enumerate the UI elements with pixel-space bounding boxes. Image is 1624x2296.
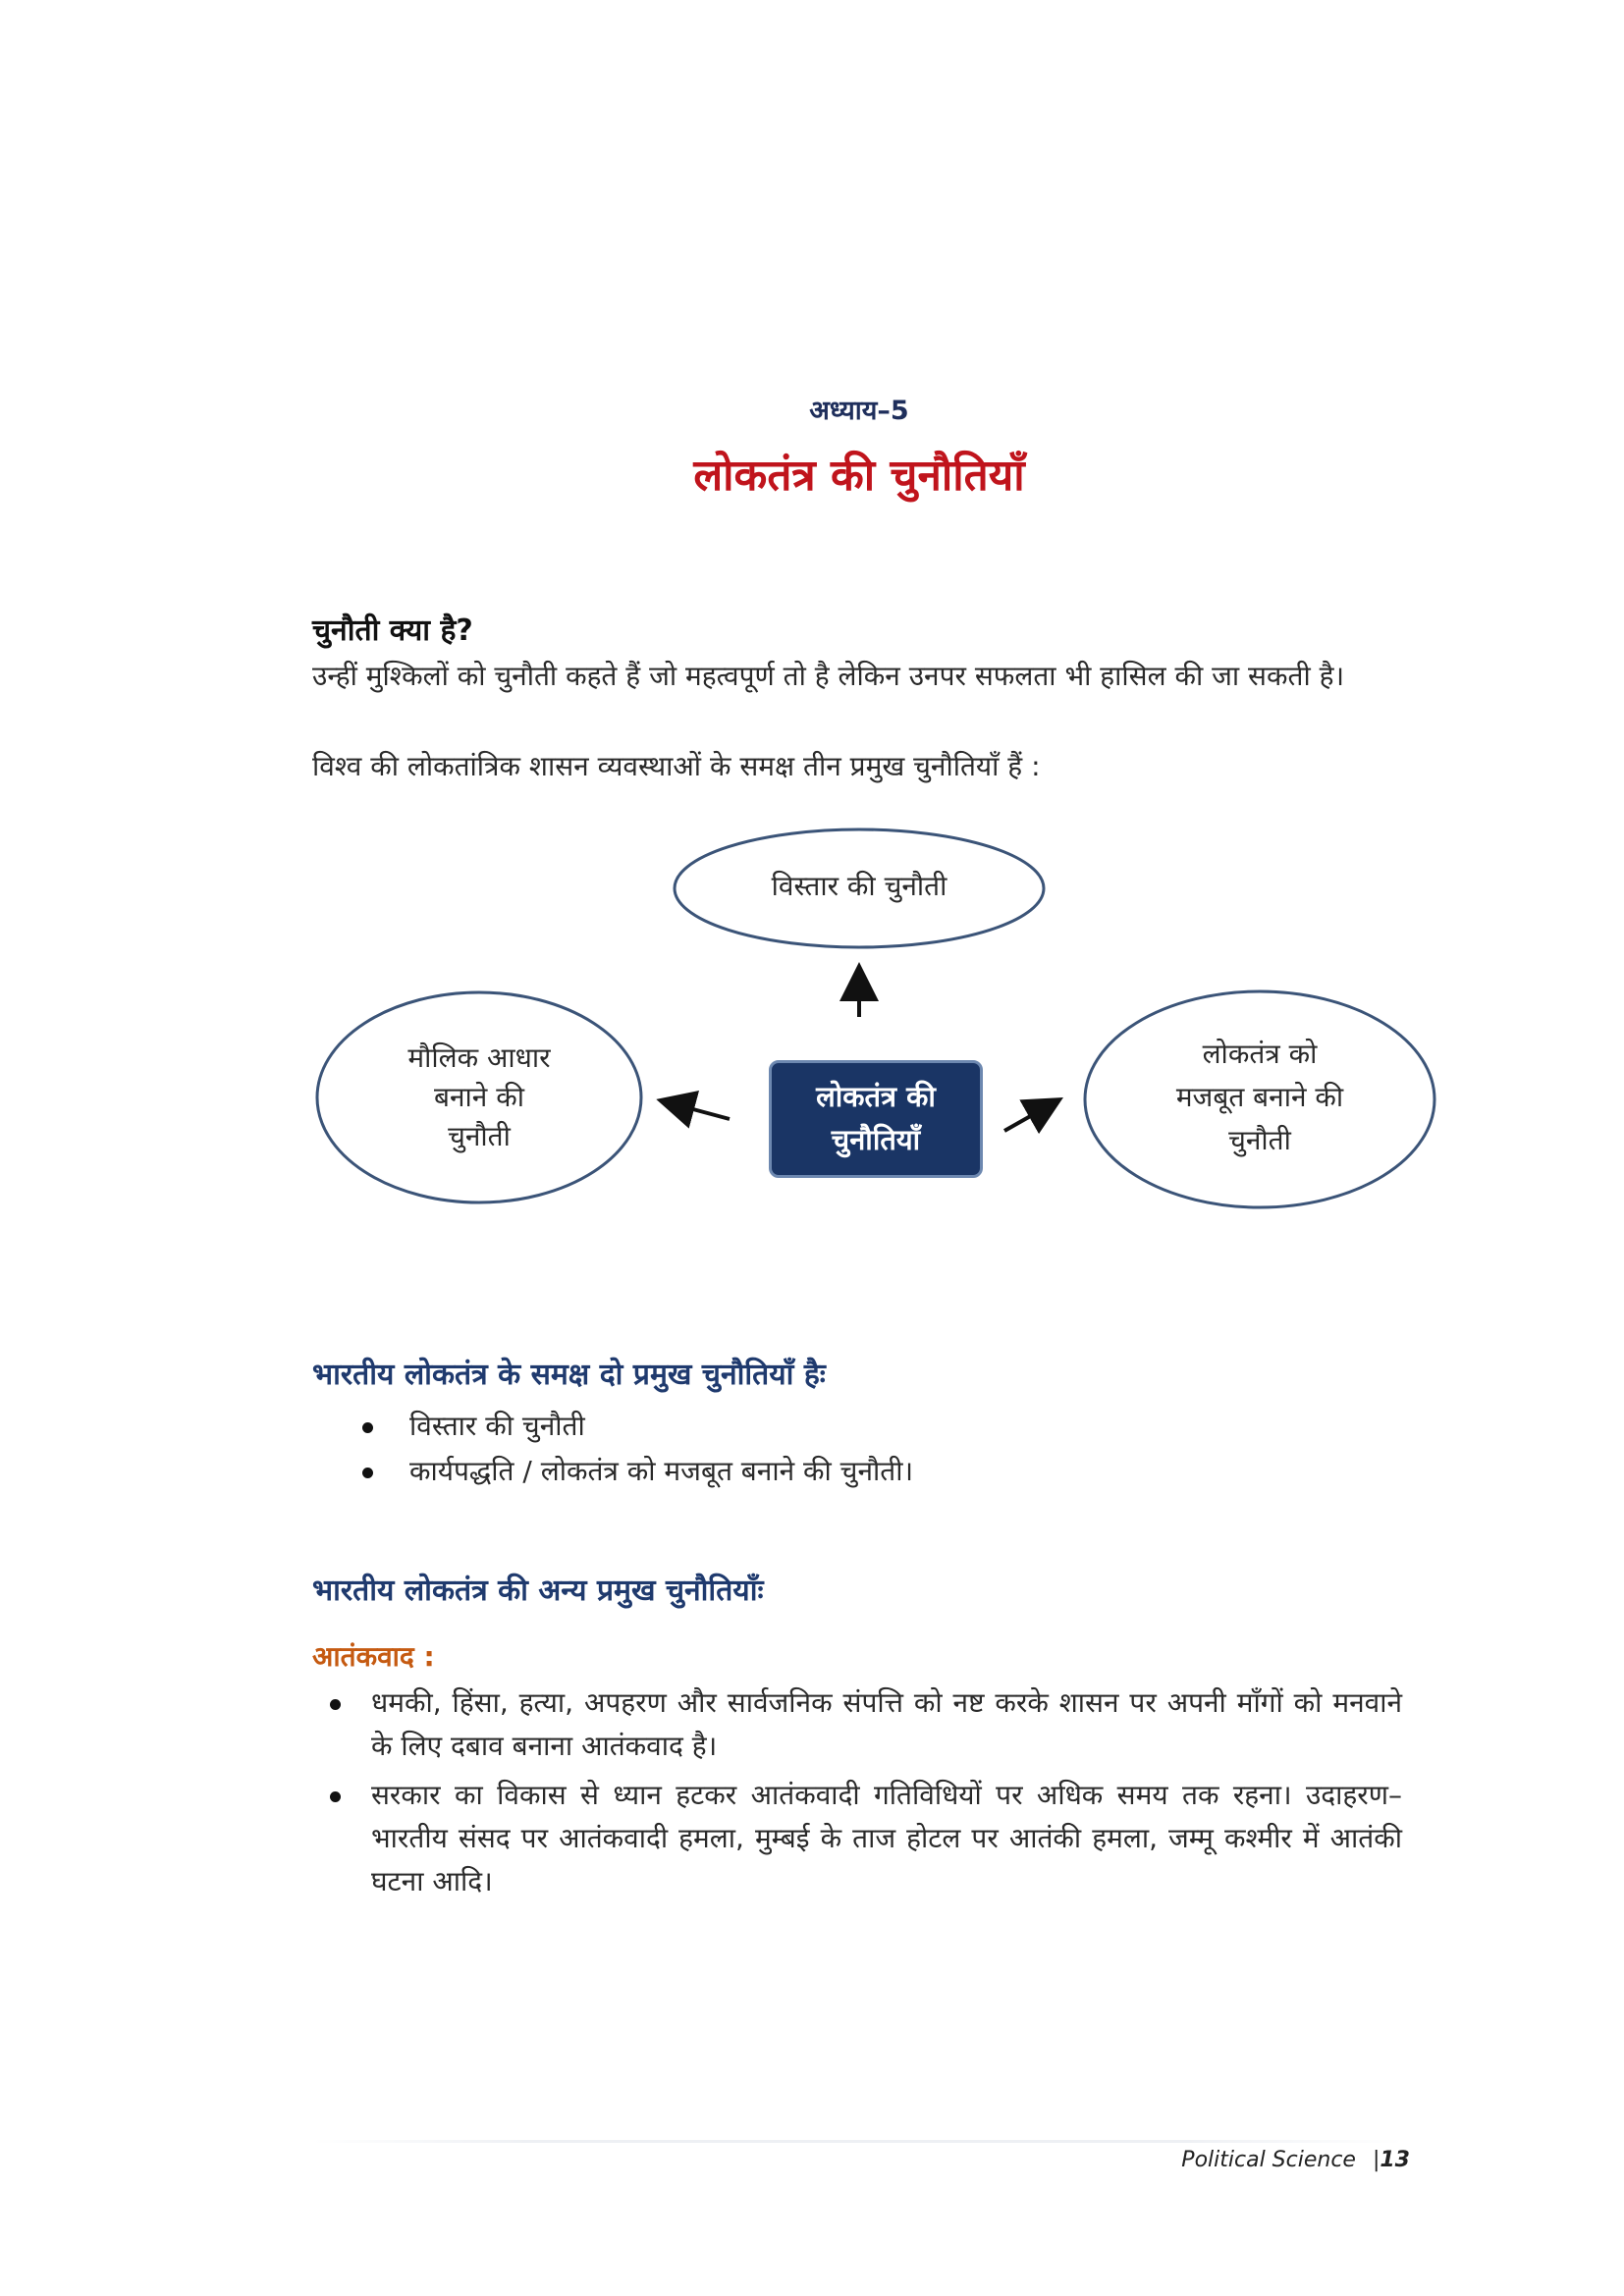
challenges-diagram [312, 815, 1441, 1227]
right-node-line-3: चुनौती [1228, 1124, 1291, 1156]
right-node-line-1: लोकतंत्र को [1202, 1038, 1318, 1070]
arrow-to-left [664, 1101, 730, 1119]
center-node-line-1: लोकतंत्र की [816, 1080, 936, 1113]
list-item: सरकार का विकास से ध्यान हटकर आतंकवादी गतिविधियों पर अधिक समय तक रहना। उदाहरण– भारतीय संसद पर आतंकवादी हमला, मुम्बई के ताज होटल पर आतंकी हमला, जम्मू कश्मीर में आतंकी घटना आदि। [330, 1774, 1402, 1903]
terrorism-list [330, 1682, 1402, 1909]
footer-subject: Political Science [1181, 2148, 1356, 2172]
left-node-line-3: चुनौती [448, 1120, 511, 1152]
challenge-definition: उन्हीं मुश्किलों को चुनौती कहते हैं जो महत्वपूर्ण तो है लेकिन उनपर सफलता भी हासिल की जा सकती है। [312, 660, 1345, 692]
right-node-line-2: मजबूत बनाने की [1175, 1081, 1344, 1113]
right-node-label [1098, 1033, 1422, 1162]
page-footer [1181, 2148, 1410, 2172]
top-node-label [675, 867, 1044, 906]
arrow-to-right [1004, 1101, 1056, 1131]
center-node [769, 1060, 983, 1178]
section-heading-two-challenges: भारतीय लोकतंत्र के समक्ष दो प्रमुख चुनौतियाँ हैः [312, 1358, 826, 1392]
chapter-title: लोकतंत्र की चुनौतियाँ [693, 451, 1025, 501]
two-challenges-list [358, 1404, 913, 1494]
page-number: 13 [1380, 2148, 1410, 2172]
list-item: कार्यपद्धति / लोकतंत्र को मजबूत बनाने की चुनौती। [358, 1449, 913, 1494]
footer-separator: | [1372, 2148, 1380, 2172]
three-challenges-intro: विश्व की लोकतांत्रिक शासन व्यवस्थाओं के समक्ष तीन प्रमुख चुनौतियाँ हैं : [312, 750, 1041, 782]
footer-divider [312, 2140, 1402, 2143]
chapter-label: अध्याय–5 [809, 396, 909, 426]
terrorism-subheading: आतंकवाद : [312, 1640, 435, 1673]
list-item: धमकी, हिंसा, हत्या, अपहरण और सार्वजनिक संपत्ति को नष्ट करके शासन पर अपनी माँगों को मनवाने के लिए दबाव बनाना आतंकवाद है। [330, 1682, 1402, 1768]
left-node-label [322, 1039, 636, 1156]
section-heading-what-is-challenge: चुनौती क्या है? [312, 614, 473, 648]
left-node-line-2: बनाने की [434, 1081, 524, 1113]
section-heading-other-challenges: भारतीय लोकतंत्र की अन्य प्रमुख चुनौतियाँः [312, 1574, 764, 1608]
center-node-line-2: चुनौतियाँ [831, 1123, 921, 1156]
left-node-line-1: मौलिक आधार [407, 1041, 551, 1074]
list-item: विस्तार की चुनौती [358, 1404, 913, 1449]
top-node-line-1: विस्तार की चुनौती [771, 870, 947, 902]
